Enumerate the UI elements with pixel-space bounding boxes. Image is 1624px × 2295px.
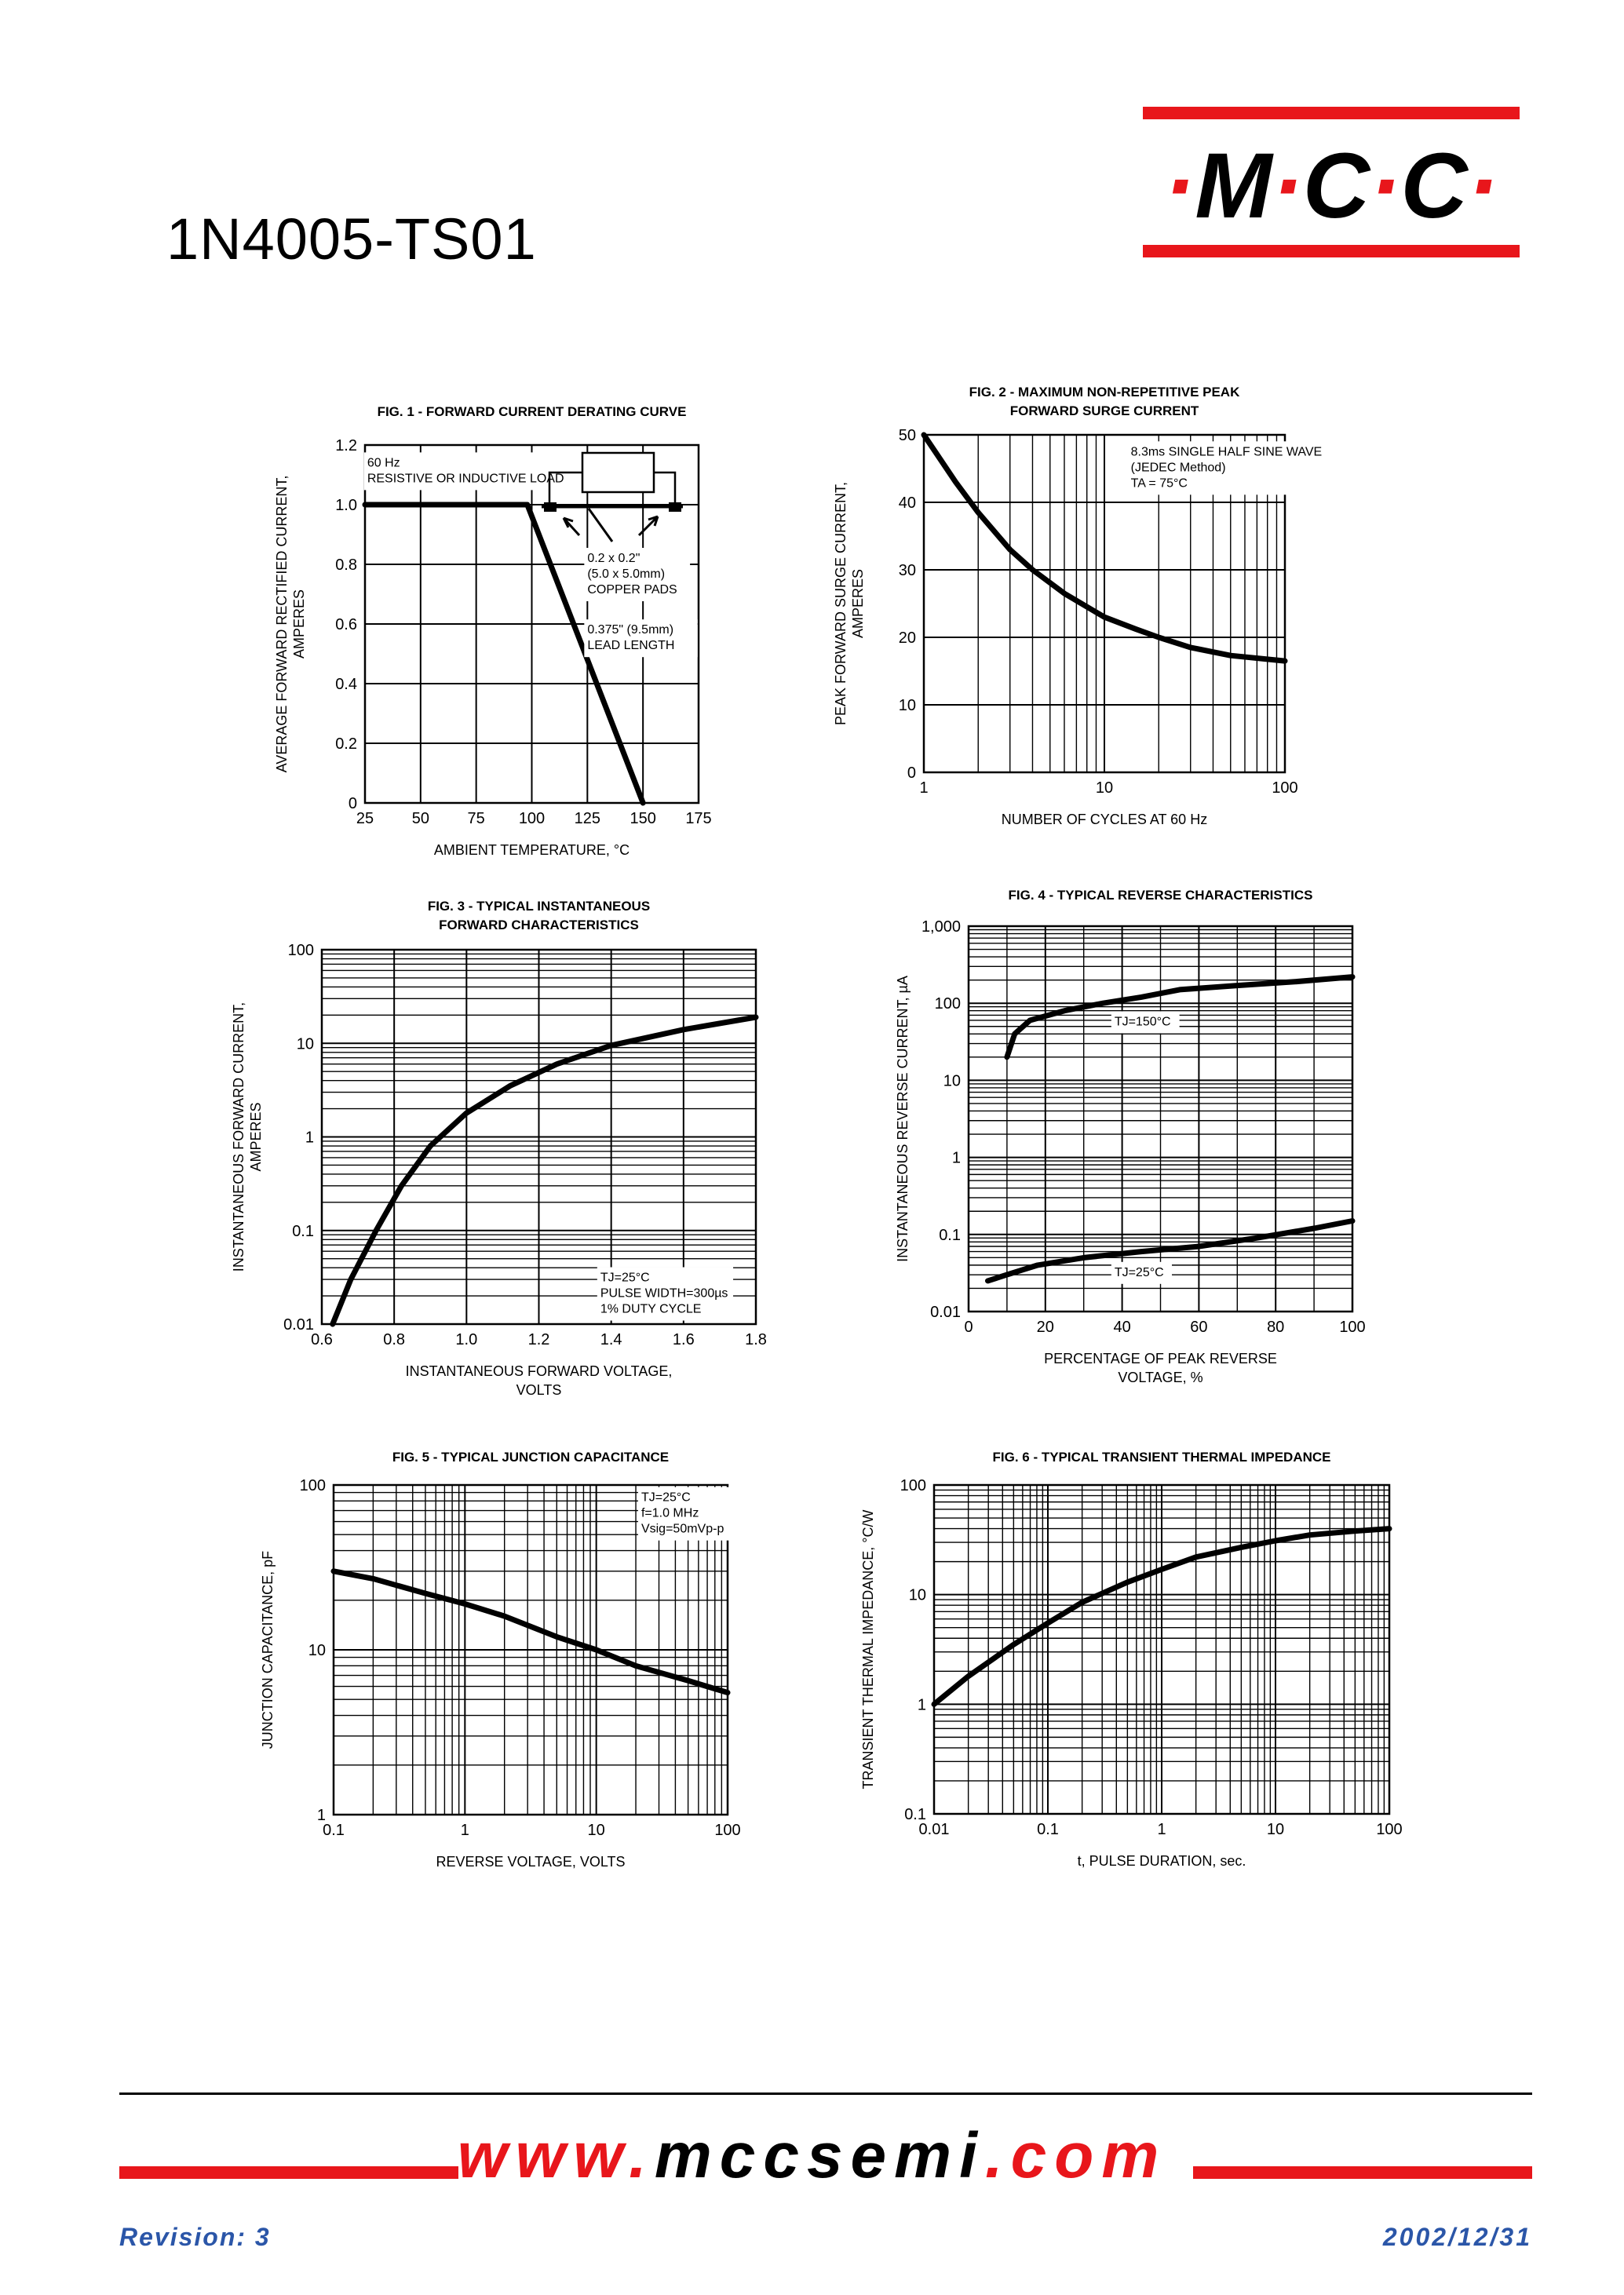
fig3-x-tick-label: 1.4 — [600, 1331, 622, 1348]
fig1-chart — [274, 404, 712, 858]
lead-arrow — [589, 509, 612, 542]
fig1-annotation-text: COPPER PADS — [587, 583, 677, 597]
fig1-x-axis-label: AMBIENT TEMPERATURE, °C — [433, 842, 630, 858]
fig4-chart — [895, 888, 1366, 1385]
fig5-series-line — [334, 1571, 728, 1693]
fig2-annotation-text: 8.3ms SINGLE HALF SINE WAVE — [1130, 445, 1323, 459]
fig5-annotation-text: TJ=25°C — [640, 1490, 691, 1505]
fig3-x-tick-label: 1.6 — [672, 1331, 695, 1348]
fig4-y-tick-label: 1 — [951, 1149, 961, 1167]
fig2-annotation-text: TA = 75°C — [1130, 476, 1188, 491]
fig3-y-tick-label: 0.1 — [292, 1222, 314, 1240]
fig5-title-line: FIG. 5 - TYPICAL JUNCTION CAPACITANCE — [392, 1450, 670, 1465]
fig2-y-tick-label: 20 — [898, 629, 916, 647]
fig1-annotation-text: LEAD LENGTH — [587, 639, 675, 653]
fig2-title-line: FIG. 2 - MAXIMUM NON-REPETITIVE PEAK — [969, 385, 1240, 400]
fig2-y-tick-label: 0 — [907, 764, 916, 782]
fig3-y-tick-label: 0.01 — [283, 1316, 314, 1334]
fig3-x-axis-label: INSTANTANEOUS FORWARD VOLTAGE, — [405, 1363, 673, 1379]
fig3-annotation-text: TJ=25°C — [600, 1271, 650, 1285]
fig1-x-tick-label: 25 — [356, 810, 374, 827]
fig1-x-tick-label: 75 — [467, 810, 485, 827]
fig2-title-line: FORWARD SURGE CURRENT — [1009, 403, 1199, 418]
fig4-x-tick-label: 60 — [1190, 1319, 1208, 1336]
revision-label: Revision: 3 — [119, 2223, 271, 2251]
fig4-title-line: FIG. 4 - TYPICAL REVERSE CHARACTERISTICS — [1008, 888, 1313, 903]
fig3-y-axis-label: INSTANTANEOUS FORWARD CURRENT, — [231, 1002, 246, 1272]
fig5-y-tick-label: 1 — [316, 1807, 326, 1824]
logo-wordmark: ·M·C·C· — [1164, 134, 1498, 238]
pad-arrow-right — [639, 516, 658, 535]
website-url[interactable] — [0, 2119, 1624, 2193]
fig5-x-axis-label: REVERSE VOLTAGE, VOLTS — [436, 1854, 626, 1870]
fig6-y-tick-label: 0.1 — [904, 1806, 926, 1823]
fig3-y-tick-label: 1 — [305, 1129, 314, 1147]
fig3-title-line: FORWARD CHARACTERISTICS — [439, 918, 639, 932]
fig4-x-tick-label: 80 — [1267, 1319, 1285, 1336]
fig4-x-tick-label: 100 — [1339, 1319, 1366, 1336]
fig4-y-tick-label: 100 — [934, 995, 961, 1013]
url-prefix: www. — [457, 2120, 655, 2191]
fig1-x-tick-label: 50 — [411, 810, 429, 827]
fig5-x-tick-label: 0.1 — [323, 1822, 345, 1839]
fig6-x-tick-label: 100 — [1376, 1821, 1403, 1838]
fig1-y-tick-label: 0.8 — [335, 556, 357, 574]
fig1-annotation-text: 60 Hz — [367, 456, 400, 470]
part-number-title: 1N4005-TS01 — [166, 206, 537, 272]
fig6-x-tick-label: 10 — [1266, 1821, 1285, 1838]
fig1-annotation-text: RESISTIVE OR INDUCTIVE LOAD — [367, 472, 564, 486]
fig4-x-axis-label: VOLTAGE, % — [1118, 1370, 1203, 1385]
fig2-x-tick-label: 10 — [1095, 779, 1114, 797]
fig1-y-tick-label: 0.2 — [335, 735, 357, 753]
fig5-x-tick-label: 1 — [460, 1822, 469, 1839]
fig1-title-line: FIG. 1 - FORWARD CURRENT DERATING CURVE — [377, 404, 687, 419]
fig1-x-tick-label: 150 — [630, 810, 656, 827]
fig1-y-tick-label: 1.2 — [335, 437, 357, 454]
fig2-y-tick-label: 30 — [898, 562, 916, 579]
fig2-y-tick-label: 50 — [898, 427, 916, 444]
fig5-x-tick-label: 100 — [714, 1822, 741, 1839]
fig4-y-tick-label: 0.01 — [930, 1304, 961, 1321]
fig4-y-tick-label: 10 — [943, 1072, 961, 1090]
fig2-y-axis-label: PEAK FORWARD SURGE CURRENT, — [833, 481, 848, 726]
copper-pad-left — [544, 502, 557, 512]
fig3-x-tick-label: 0.8 — [383, 1331, 406, 1348]
fig6-x-tick-label: 0.1 — [1037, 1821, 1059, 1838]
fig4-x-axis-label: PERCENTAGE OF PEAK REVERSE — [1044, 1351, 1277, 1366]
fig3-annotation-text: PULSE WIDTH=300µs — [600, 1286, 728, 1301]
fig6-y-tick-label: 1 — [917, 1696, 926, 1714]
fig5-x-tick-label: 10 — [587, 1822, 605, 1839]
fig3-x-tick-label: 0.6 — [311, 1331, 333, 1348]
fig4-x-tick-label: 20 — [1036, 1319, 1054, 1336]
fig3-title-line: FIG. 3 - TYPICAL INSTANTANEOUS — [427, 899, 651, 914]
fig5-y-tick-label: 10 — [308, 1642, 326, 1659]
fig2-annotation-text: (JEDEC Method) — [1130, 461, 1226, 475]
fig1-y-axis-label: AVERAGE FORWARD RECTIFIED CURRENT, — [274, 475, 290, 773]
fig2-x-axis-label: NUMBER OF CYCLES AT 60 Hz — [1001, 812, 1208, 827]
fig4-annotation-text: TJ=150°C — [1114, 1015, 1171, 1029]
url-core: mccsemi — [654, 2120, 985, 2191]
revision-date: 2002/12/31 — [1382, 2223, 1532, 2251]
fig1-annotation-text: 0.375" (9.5mm) — [587, 623, 674, 637]
fig4-y-tick-label: 0.1 — [939, 1226, 961, 1244]
fig1-y-tick-label: 1.0 — [335, 497, 357, 514]
diode-body — [582, 453, 654, 492]
fig1-y-axis-label: AMPERES — [291, 589, 307, 659]
fig3-x-axis-label: VOLTS — [516, 1382, 562, 1398]
fig6-x-tick-label: 0.01 — [918, 1821, 950, 1838]
fig3-x-tick-label: 1.2 — [527, 1331, 550, 1348]
fig4-annotation-text: TJ=25°C — [1114, 1265, 1164, 1279]
fig5-y-tick-label: 100 — [299, 1477, 326, 1494]
fig2-y-tick-label: 10 — [898, 697, 916, 714]
fig4-x-tick-label: 0 — [964, 1319, 973, 1336]
fig3-y-tick-label: 100 — [287, 942, 314, 959]
pad-arrow-left — [564, 518, 579, 535]
fig2-x-tick-label: 1 — [919, 779, 929, 797]
fig5-chart — [260, 1450, 741, 1870]
fig1-x-tick-label: 175 — [685, 810, 712, 827]
fig3-y-axis-label: AMPERES — [248, 1102, 264, 1172]
fig2-chart — [833, 385, 1339, 827]
fig1-annotation-text: (5.0 x 5.0mm) — [587, 567, 666, 581]
fig4-y-tick-label: 1,000 — [921, 918, 961, 936]
fig3-annotation-text: 1% DUTY CYCLE — [600, 1302, 702, 1316]
fig2-y-axis-label: AMPERES — [850, 568, 866, 639]
fig1-y-tick-label: 0 — [348, 795, 357, 812]
fig6-y-axis-label: TRANSIENT THERMAL IMPEDANCE, °C/W — [860, 1509, 876, 1790]
fig1-annotation-text: 0.2 x 0.2" — [587, 552, 640, 565]
fig4-series-line — [1007, 977, 1352, 1057]
footer-divider — [119, 2092, 1532, 2095]
fig6-chart — [860, 1450, 1403, 1869]
copper-pad-right — [669, 502, 681, 512]
fig6-x-axis-label: t, PULSE DURATION, sec. — [1077, 1853, 1246, 1869]
fig5-y-axis-label: JUNCTION CAPACITANCE, pF — [260, 1550, 276, 1750]
fig3-x-tick-label: 1.0 — [455, 1331, 478, 1348]
fig1-x-tick-label: 125 — [574, 810, 601, 827]
fig4-x-tick-label: 40 — [1113, 1319, 1131, 1336]
fig6-title-line: FIG. 6 - TYPICAL TRANSIENT THERMAL IMPEDANCE — [992, 1450, 1331, 1465]
fig6-y-tick-label: 10 — [908, 1586, 926, 1604]
fig5-annotation-text: Vsig=50mVp-p — [640, 1522, 724, 1536]
fig6-x-tick-label: 1 — [1157, 1821, 1166, 1838]
fig3-x-tick-label: 1.8 — [745, 1331, 767, 1348]
fig3-chart — [231, 899, 767, 1398]
fig4-y-axis-label: INSTANTANEOUS REVERSE CURRENT, µA — [895, 976, 911, 1262]
fig1-y-tick-label: 0.4 — [335, 676, 357, 693]
url-suffix: .com — [984, 2120, 1167, 2191]
fig1-y-tick-label: 0.6 — [335, 616, 357, 633]
fig6-y-tick-label: 100 — [900, 1477, 926, 1494]
fig1-x-tick-label: 100 — [518, 810, 546, 827]
fig2-y-tick-label: 40 — [898, 494, 916, 512]
fig3-y-tick-label: 10 — [296, 1035, 314, 1053]
fig5-annotation-text: f=1.0 MHz — [640, 1506, 699, 1520]
fig2-x-tick-label: 100 — [1272, 779, 1298, 797]
